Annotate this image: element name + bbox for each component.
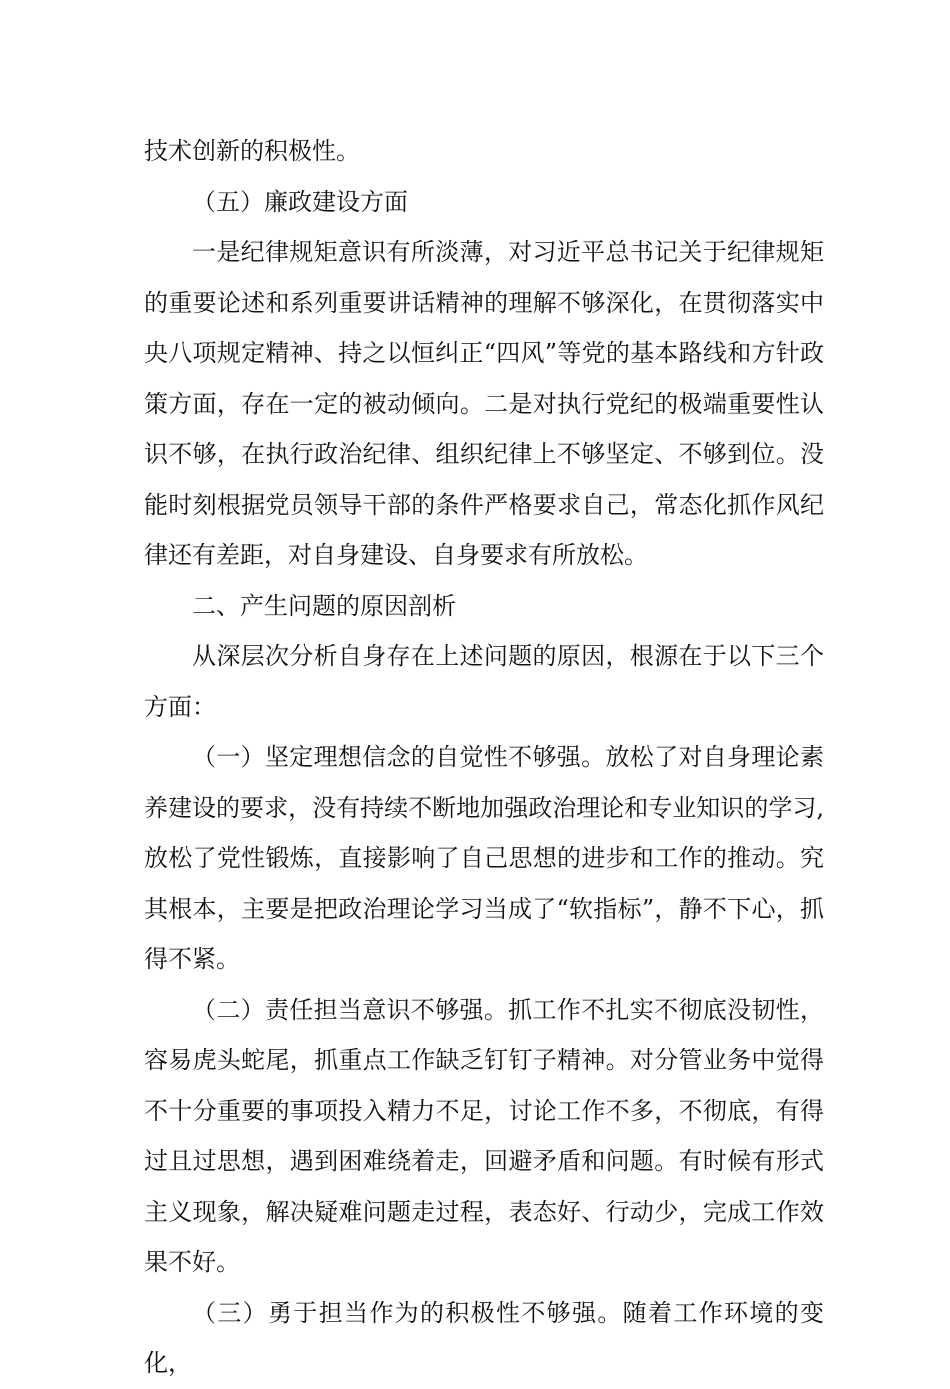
paragraph-cause-three: （三）勇于担当作为的积极性不够强。随着工作环境的变化，	[144, 1298, 824, 1377]
document-body	[144, 126, 824, 1389]
paragraph-cause-one: （一）坚定理想信念的自觉性不够强。放松了对自身理论素养建设的要求，没有持续不断地加强政治理论和专业知识的学习,放松了党性锻炼，直接影响了自己思想的进步和工作的推动。究其根本，主要是把政治理论学习当成了“软指标”，静不下心，抓得不紧。	[144, 743, 824, 973]
section-heading-integrity: （五）廉政建设方面	[192, 187, 408, 216]
paragraph-continuation: 技术创新的积极性。	[144, 137, 360, 165]
paragraph-cause-two: （二）责任担当意识不够强。抓工作不扎实不彻底没韧性，容易虎头蛇尾，抓重点工作缺乏钉钉子精神。对分管业务中觉得不十分重要的事项投入精力不足，讨论工作不多，不彻底，有得过且过思想，遇到困难绕着走，回避矛盾和问题。有时候有形式主义现象，解决疑难问题走过程，表态好、行动少，完成工作效果不好。	[144, 995, 824, 1276]
paragraph-cause-intro: 从深层次分析自身存在上述问题的原因，根源在于以下三个方面：	[144, 642, 824, 721]
section-heading-cause-analysis: 二、产生问题的原因剖析	[192, 591, 456, 620]
paragraph-integrity-issues: 一是纪律规矩意识有所淡薄，对习近平总书记关于纪律规矩的重要论述和系列重要讲话精神的理解不够深化，在贯彻落实中央八项规定精神、持之以恒纠正“四风”等党的基本路线和方针政策方面，存在一定的被动倾向。二是对执行党纪的极端重要性认识不够，在执行政治纪律、组织纪律上不够坚定、不够到位。没能时刻根据党员领导干部的条件严格要求自己，常态化抓作风纪律还有差距，对自身建设、自身要求有所放松。	[144, 238, 824, 569]
